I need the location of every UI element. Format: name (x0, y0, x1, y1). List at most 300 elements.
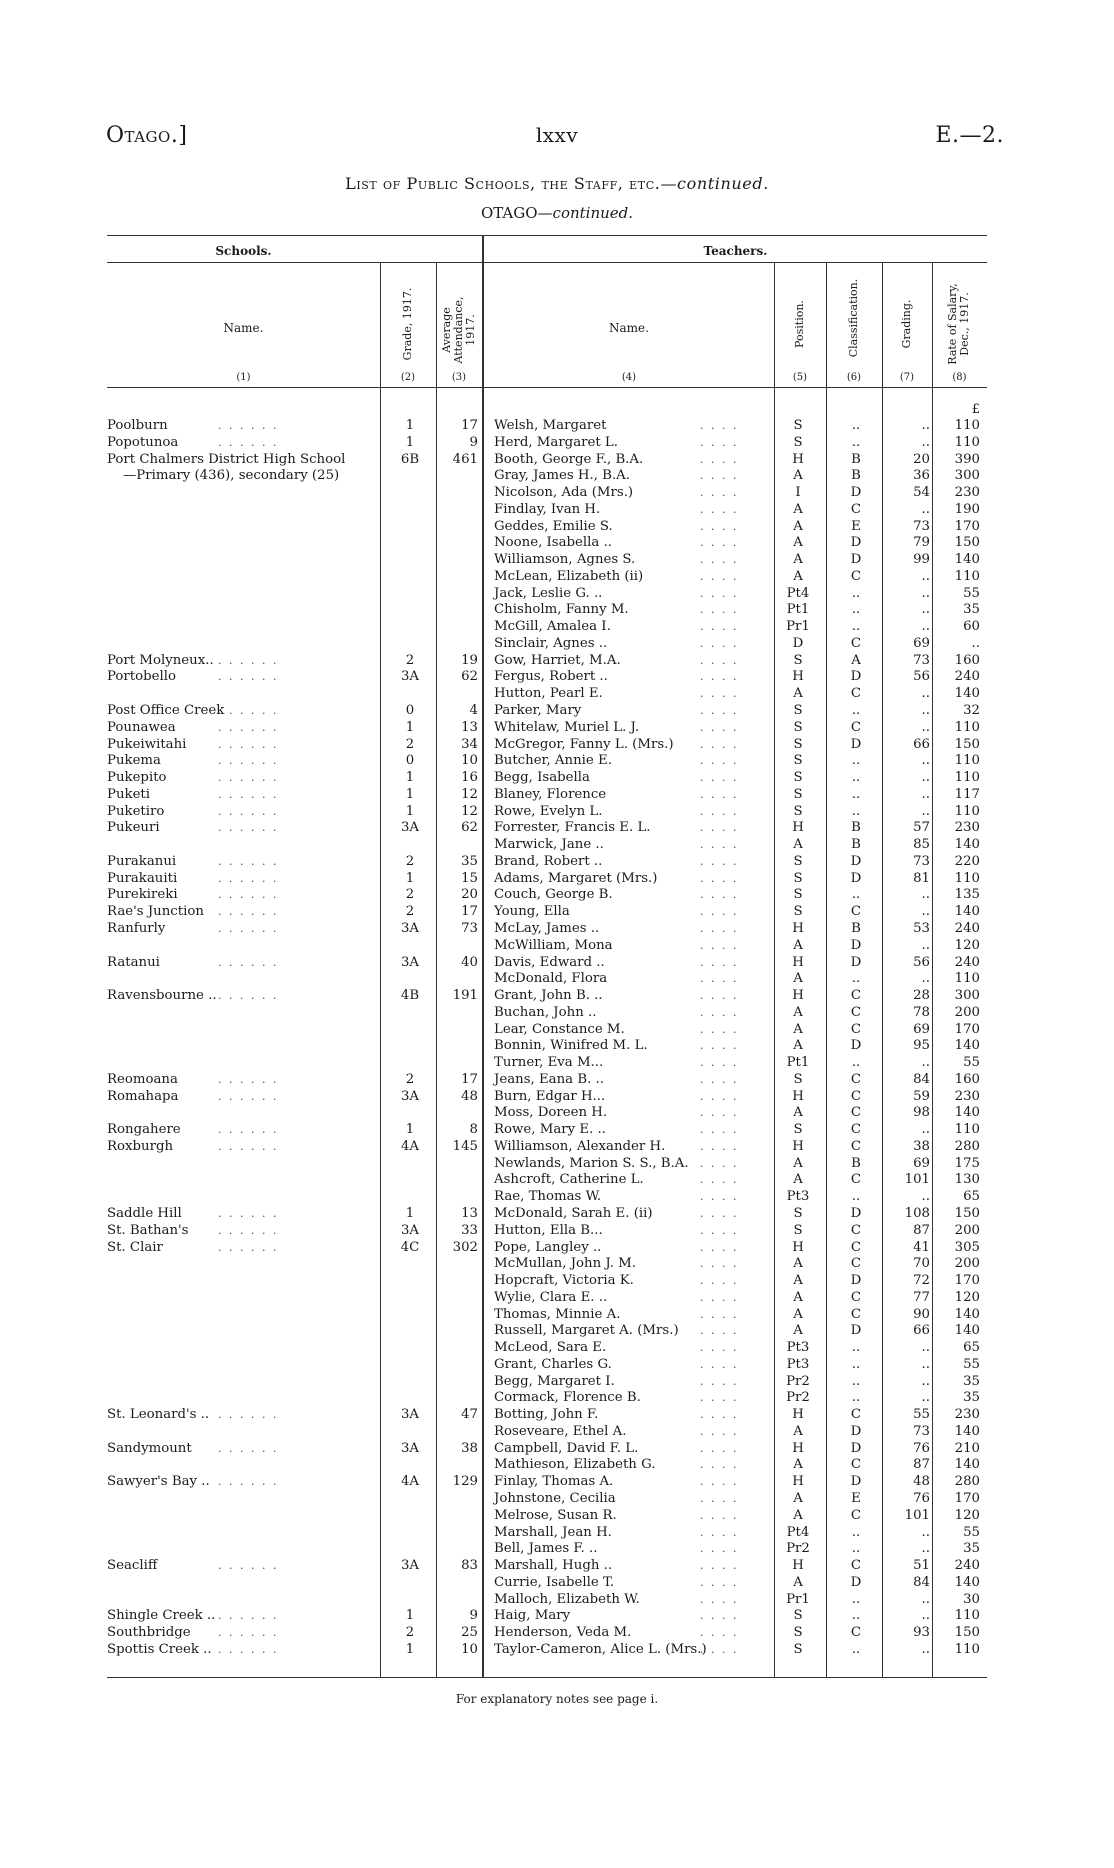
teacher-salary: 120 (954, 937, 980, 953)
leader-dots: . . . . (700, 1089, 739, 1103)
school-grade: 1 (405, 770, 415, 786)
teacher-position: A (793, 1273, 803, 1289)
teacher-grading: 73 (913, 518, 930, 534)
table-row (0, 535, 1114, 552)
teacher-classification: .. (851, 1608, 861, 1624)
leader-dots: . . . . (700, 804, 739, 818)
teacher-classification: .. (851, 619, 861, 635)
teacher-classification: .. (851, 803, 861, 819)
teacher-salary: 175 (954, 1155, 980, 1171)
teacher-salary: 240 (954, 920, 980, 936)
teacher-salary: 150 (954, 1205, 980, 1221)
school-grade: 3A (400, 1440, 420, 1456)
teacher-name: Jeans, Eana B. .. (494, 1071, 604, 1087)
school-name: Rae's Junction (107, 904, 204, 920)
leader-dots: . . . . (700, 586, 739, 600)
table-row (0, 602, 1114, 619)
teacher-grading: 79 (913, 535, 930, 551)
teacher-position: H (792, 669, 804, 685)
teacher-classification: C (850, 1021, 862, 1037)
leader-dots: . . . . (700, 1374, 739, 1388)
leader-dots: . . . . (700, 704, 739, 718)
teacher-classification: C (850, 1138, 862, 1154)
teacher-salary: 170 (954, 1491, 980, 1506)
teacher-name: Grant, John B. .. (494, 988, 603, 1004)
leader-dots: . . . . (700, 519, 739, 533)
teacher-position: S (793, 1071, 803, 1087)
teacher-classification: .. (851, 1055, 861, 1071)
teacher-classification: D (850, 485, 862, 501)
teacher-grading: 28 (913, 988, 930, 1004)
teacher-salary: 140 (954, 686, 980, 702)
subtitle-continued: —continued. (537, 204, 634, 222)
teacher-grading: 48 (913, 1474, 930, 1490)
teacher-position: H (792, 954, 804, 970)
teacher-name: Turner, Eva M... (494, 1055, 604, 1071)
leader-dots: . . . . (700, 502, 739, 516)
leader-dots: . . . . . . (218, 1139, 279, 1153)
teacher-grading: 87 (913, 1457, 930, 1473)
leader-dots: . . . . (700, 854, 739, 868)
teacher-grading: .. (921, 971, 930, 987)
teacher-salary: .. (971, 635, 980, 651)
leader-dots: . . . . (700, 653, 739, 667)
teacher-grading: .. (921, 703, 930, 719)
leader-dots: . . . . . . (218, 871, 279, 885)
teacher-position: A (793, 971, 803, 987)
teacher-classification: C (850, 1407, 862, 1423)
teacher-grading: .. (921, 786, 930, 802)
table-row (0, 1223, 1114, 1240)
school-name: Purakauiti (107, 870, 178, 886)
school-grade: 2 (405, 1625, 415, 1641)
leader-dots: . . . . (700, 553, 739, 567)
table-row (0, 720, 1114, 737)
teacher-grading: .. (921, 753, 930, 769)
teacher-classification: .. (851, 753, 861, 769)
teacher-salary: 140 (954, 1306, 980, 1322)
school-grade: 1 (405, 1641, 415, 1657)
teacher-salary: 390 (954, 451, 980, 467)
teacher-classification: C (850, 904, 862, 920)
leader-dots: . . . . (700, 1408, 739, 1422)
leader-dots: . . . . (700, 905, 739, 919)
teacher-name: Adams, Margaret (Mrs.) (494, 870, 658, 886)
teacher-salary: 140 (954, 837, 980, 853)
teacher-position: H (792, 1239, 804, 1255)
teacher-position: S (793, 887, 803, 903)
teacher-classification: D (850, 1440, 862, 1456)
leader-dots: . . . . . . (218, 670, 279, 684)
table-row (0, 485, 1114, 502)
col-num-8: (8) (952, 372, 967, 383)
teacher-salary: 300 (954, 988, 980, 1004)
leader-dots: . . . . (700, 469, 739, 483)
table-row (0, 1424, 1114, 1441)
leader-dots: . . . . . . (218, 1609, 279, 1623)
leader-dots: . . . . (700, 1341, 739, 1355)
table-row (0, 1172, 1114, 1189)
teacher-position: H (792, 1440, 804, 1456)
teacher-grading: .. (921, 1541, 930, 1557)
teacher-position: D (792, 635, 804, 651)
table-row (0, 1390, 1114, 1407)
leader-dots: . . . . (700, 1223, 739, 1237)
school-grade: 3A (400, 669, 420, 685)
leader-dots: . . . . . . (218, 720, 279, 734)
teacher-position: S (793, 803, 803, 819)
teacher-position: A (793, 468, 803, 484)
teacher-name: Ashcroft, Catherine L. (494, 1172, 644, 1188)
school-grade: 1 (405, 1205, 415, 1221)
teacher-name: Newlands, Marion S. S., B.A. (494, 1155, 689, 1171)
leader-dots: . . . . . . (218, 1072, 279, 1086)
table-row (0, 686, 1114, 703)
leader-dots: . . . . . . (218, 1475, 279, 1489)
school-grade: 3A (400, 1222, 420, 1238)
school-name: Port Molyneux.. (107, 652, 214, 668)
col-num-2: (2) (400, 372, 416, 383)
table-row (0, 569, 1114, 586)
teacher-name: McLay, James .. (494, 920, 600, 936)
average-attendance: 73 (461, 920, 478, 936)
teacher-position: Pt3 (786, 1340, 810, 1356)
teacher-classification: D (850, 1474, 862, 1490)
leader-dots: . . . . . . (218, 821, 279, 835)
teacher-position: Pt4 (786, 585, 810, 601)
title-continued: —continued. (660, 174, 769, 193)
teacher-position: H (792, 1088, 804, 1104)
teacher-grading: .. (921, 585, 930, 601)
teacher-salary: 110 (954, 568, 980, 584)
teacher-name: Booth, George F., B.A. (494, 451, 644, 467)
teacher-name: Russell, Margaret A. (Mrs.) (494, 1323, 679, 1339)
average-attendance: 129 (452, 1474, 478, 1490)
table-row (0, 468, 1114, 485)
average-attendance: 83 (461, 1558, 478, 1574)
leader-dots: . . . . (700, 1391, 739, 1405)
table-row (0, 1290, 1114, 1307)
col-num-6: (6) (846, 372, 862, 383)
teacher-position: A (793, 1021, 803, 1037)
leader-dots: . . . . (700, 1156, 739, 1170)
table-row (0, 1441, 1114, 1458)
teacher-grading: .. (921, 1373, 930, 1389)
school-grade: 2 (405, 887, 415, 903)
table-row (0, 971, 1114, 988)
teacher-classification: C (850, 1457, 862, 1473)
school-grade: 2 (405, 853, 415, 869)
teacher-name: McLean, Elizabeth (ii) (494, 568, 644, 584)
table-row (0, 820, 1114, 837)
table-row (0, 787, 1114, 804)
school-name: St. Leonard's .. (107, 1407, 210, 1423)
teacher-position: Pt3 (786, 1356, 810, 1372)
teacher-name: Nicolson, Ada (Mrs.) (494, 485, 634, 501)
average-attendance: 16 (461, 770, 478, 786)
teacher-name: Buchan, John .. (494, 1004, 597, 1020)
school-name: Spottis Creek .. (107, 1641, 212, 1657)
leader-dots: . . . . (700, 636, 739, 650)
teacher-grading: .. (921, 1356, 930, 1372)
teacher-classification: C (850, 1004, 862, 1020)
leader-dots: . . . . . . (218, 1206, 279, 1220)
table-row (0, 1541, 1114, 1558)
teacher-position: S (793, 736, 803, 752)
teacher-grading: .. (921, 770, 930, 786)
teacher-name: Rowe, Mary E. .. (494, 1122, 606, 1138)
teacher-position: S (793, 1122, 803, 1138)
school-grade: 3A (400, 954, 420, 970)
leader-dots: . . . . (700, 1274, 739, 1288)
table-row (0, 552, 1114, 569)
leader-dots: . . . . (700, 419, 739, 432)
teacher-grading: .. (921, 1390, 930, 1406)
teacher-grading: 77 (913, 1289, 930, 1305)
school-name: Reomoana (107, 1071, 178, 1087)
leader-dots: . . . . . . (218, 737, 279, 751)
teacher-classification: .. (851, 1189, 861, 1205)
teacher-salary: 140 (954, 904, 980, 920)
school-name: Ratanui (107, 954, 160, 970)
school-name: —Primary (436), secondary (25) (123, 468, 340, 484)
teacher-name: Welsh, Margaret (494, 418, 607, 433)
teacher-classification: B (851, 451, 861, 467)
leader-dots: . . . . (700, 888, 739, 902)
teacher-classification: D (850, 870, 862, 886)
teacher-classification: D (850, 552, 862, 568)
teacher-position: I (795, 485, 801, 501)
teacher-grading: 57 (913, 820, 930, 836)
school-grade: 1 (405, 719, 415, 735)
teacher-name: Herd, Margaret L. (494, 434, 618, 450)
school-grade: 1 (405, 418, 415, 433)
teacher-classification: B (851, 820, 861, 836)
average-attendance: 17 (461, 904, 478, 920)
teacher-position: A (793, 1256, 803, 1272)
teacher-name: Marwick, Jane .. (494, 837, 604, 853)
teacher-salary: 240 (954, 1558, 980, 1574)
teacher-grading: 84 (913, 1574, 930, 1590)
leader-dots: . . . . (700, 1559, 739, 1573)
teacher-salary: 130 (954, 1172, 980, 1188)
teacher-grading: 41 (913, 1239, 930, 1255)
teacher-grading: .. (921, 434, 930, 450)
teacher-grading: .. (921, 1524, 930, 1540)
teacher-salary: 55 (963, 1055, 980, 1071)
teacher-position: S (793, 753, 803, 769)
teacher-position: A (793, 535, 803, 551)
teacher-classification: C (850, 1222, 862, 1238)
leader-dots: . . . . (700, 1542, 739, 1556)
school-grade: 2 (405, 736, 415, 752)
school-name: Pukepito (107, 770, 167, 786)
leader-dots: . . . . (700, 620, 739, 634)
teacher-grading: 73 (913, 1423, 930, 1439)
teacher-classification: D (850, 937, 862, 953)
leader-dots: . . . . (700, 1424, 739, 1438)
teacher-name: McDonald, Sarah E. (ii) (494, 1205, 653, 1221)
school-name: Popotunoa (107, 434, 179, 450)
teacher-salary: 110 (954, 1122, 980, 1138)
teacher-name: Rae, Thomas W. (494, 1189, 602, 1205)
teacher-classification: .. (851, 1524, 861, 1540)
average-attendance: 48 (461, 1088, 478, 1104)
teacher-grading: 76 (913, 1440, 930, 1456)
teacher-classification: .. (851, 770, 861, 786)
leader-dots: . . . . (700, 452, 739, 466)
teacher-salary: 230 (954, 1088, 980, 1104)
teacher-grading: 55 (913, 1407, 930, 1423)
teacher-grading: 59 (913, 1088, 930, 1104)
table-row (0, 1038, 1114, 1055)
teacher-salary: 230 (954, 820, 980, 836)
teacher-grading: .. (921, 1189, 930, 1205)
teacher-name: Fergus, Robert .. (494, 669, 608, 685)
teacher-classification: C (850, 1507, 862, 1523)
teacher-grading: 66 (913, 736, 930, 752)
leader-dots: . . . . . . (218, 1559, 279, 1573)
teacher-position: H (792, 920, 804, 936)
table-row (0, 1558, 1114, 1575)
table-row (0, 837, 1114, 854)
teacher-classification: C (850, 686, 862, 702)
table-row (0, 804, 1114, 821)
table-row (0, 1525, 1114, 1542)
average-attendance: 20 (461, 887, 478, 903)
teacher-name: Lear, Constance M. (494, 1021, 625, 1037)
teacher-salary: 170 (954, 1021, 980, 1037)
table-row (0, 1592, 1114, 1609)
teacher-grading: 73 (913, 652, 930, 668)
header-bottom-rule (107, 387, 987, 388)
schools-group-header: Schools. (215, 244, 272, 258)
school-name: Post Office Creek (107, 703, 225, 719)
teacher-position: A (793, 1172, 803, 1188)
leader-dots: . . . . (700, 1441, 739, 1455)
school-grade: 1 (405, 434, 415, 450)
school-grade: 2 (405, 1071, 415, 1087)
table-row (0, 955, 1114, 972)
table-bottom-rule (107, 1677, 987, 1678)
teacher-name: Begg, Isabella (494, 770, 590, 786)
leader-dots: . . . . (700, 838, 739, 852)
teacher-name: Malloch, Elizabeth W. (494, 1591, 640, 1607)
school-name: Roxburgh (107, 1138, 174, 1154)
leader-dots: . . . . . . (218, 1223, 279, 1237)
table-row (0, 1156, 1114, 1173)
leader-dots: . . . . (700, 1206, 739, 1220)
teacher-name: Begg, Margaret I. (494, 1373, 615, 1389)
table-row (0, 1189, 1114, 1206)
average-attendance: 145 (452, 1138, 478, 1154)
teacher-name: Henderson, Veda M. (494, 1625, 632, 1641)
teacher-classification: .. (851, 585, 861, 601)
teacher-grading: .. (921, 619, 930, 635)
school-name-header: Name. (223, 321, 264, 335)
teacher-salary: 140 (954, 1457, 980, 1473)
leader-dots: . . . . (700, 1022, 739, 1036)
table-row (0, 1323, 1114, 1340)
teacher-grading: 101 (904, 1507, 930, 1523)
teacher-salary: 35 (963, 1541, 980, 1557)
teacher-classification: C (850, 1625, 862, 1641)
leader-dots: . . . . (700, 1039, 739, 1053)
teacher-salary: 170 (954, 1273, 980, 1289)
teacher-salary: 170 (954, 518, 980, 534)
teacher-grading: 20 (913, 451, 930, 467)
leader-dots: . . . . . . (218, 888, 279, 902)
leader-dots: . . . . . . (218, 754, 279, 768)
school-name: Sawyer's Bay .. (107, 1474, 210, 1490)
school-name: Saddle Hill (107, 1205, 182, 1221)
table-row (0, 1105, 1114, 1122)
teacher-position: H (792, 451, 804, 467)
teacher-grading: 69 (913, 1021, 930, 1037)
table-row (0, 1139, 1114, 1156)
teacher-salary: 110 (954, 971, 980, 987)
teacher-salary: 65 (963, 1340, 980, 1356)
school-grade: 4A (400, 1138, 420, 1154)
group-header-rule (107, 262, 987, 263)
teacher-grading: .. (921, 937, 930, 953)
teacher-salary: 220 (954, 853, 980, 869)
leader-dots: . . . . (700, 1240, 739, 1254)
teacher-salary: 110 (954, 1641, 980, 1657)
leader-dots: . . . . . . (218, 804, 279, 818)
leader-dots: . . . . (700, 1458, 739, 1472)
position-header: Position. (793, 300, 806, 348)
teacher-grading: 99 (913, 552, 930, 568)
leader-dots: . . . . . . (218, 854, 279, 868)
teacher-grading: 72 (913, 1273, 930, 1289)
teacher-name: Davis, Edward .. (494, 954, 605, 970)
teacher-classification: C (850, 1105, 862, 1121)
teacher-position: S (793, 853, 803, 869)
teacher-grading: 56 (913, 954, 930, 970)
teacher-classification: C (850, 1558, 862, 1574)
teacher-classification: .. (851, 786, 861, 802)
teacher-salary: 210 (954, 1440, 980, 1456)
teacher-position: A (793, 1507, 803, 1523)
teacher-classification: .. (851, 602, 861, 618)
teacher-salary: 305 (954, 1239, 980, 1255)
teacher-position: S (793, 652, 803, 668)
leader-dots: . . . . (700, 1475, 739, 1489)
table-row (0, 1072, 1114, 1089)
school-name: Romahapa (107, 1088, 179, 1104)
teacher-position: S (793, 1205, 803, 1221)
leader-dots: . . . . (700, 921, 739, 935)
teacher-position: S (793, 434, 803, 450)
teacher-salary: 120 (954, 1289, 980, 1305)
leader-dots: . . . . (700, 1106, 739, 1120)
table-row (0, 1642, 1114, 1659)
average-attendance: 13 (461, 719, 478, 735)
teacher-name: Williamson, Alexander H. (494, 1138, 666, 1154)
teacher-grading: 108 (904, 1205, 930, 1221)
teacher-grading: .. (921, 1122, 930, 1138)
teacher-classification: .. (851, 971, 861, 987)
table-row (0, 586, 1114, 603)
school-name: Pounawea (107, 719, 176, 735)
teacher-salary: 280 (954, 1138, 980, 1154)
leader-dots: . . . . (700, 938, 739, 952)
teacher-position: A (793, 937, 803, 953)
leader-dots: . . . . . . (218, 653, 279, 667)
teacher-grading: 54 (913, 485, 930, 501)
teacher-name: Thomas, Minnie A. (494, 1306, 621, 1322)
